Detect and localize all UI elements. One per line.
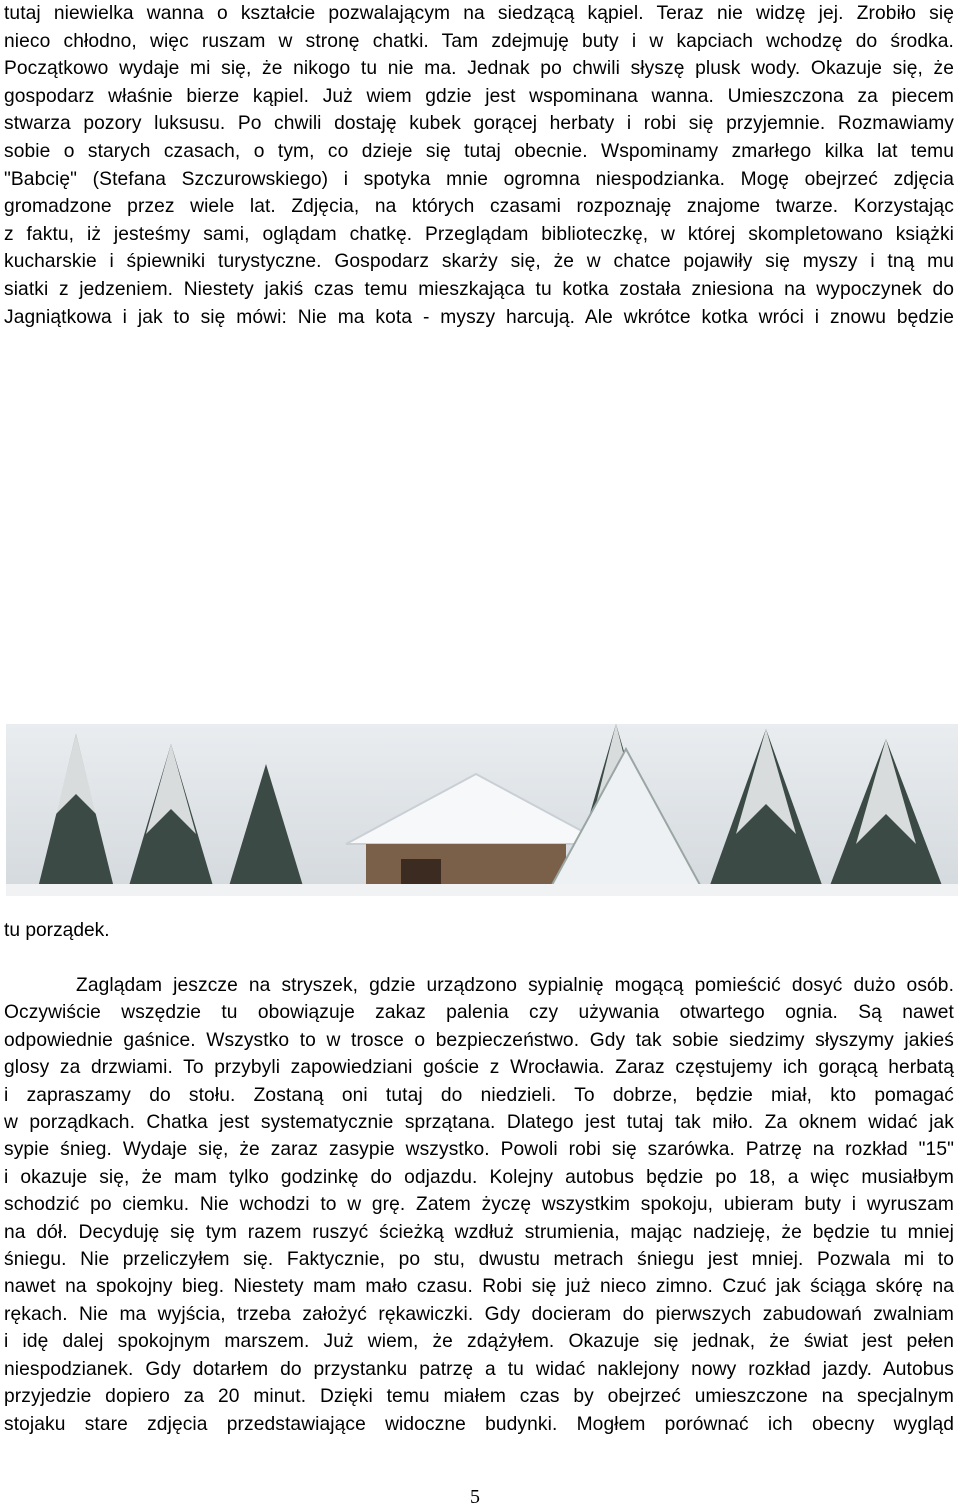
text-line: w porządkach. Chatka jest systematycznie sprzątana. Dlatego jest tutaj tak miło. Za oknem widać jak (4, 1112, 954, 1134)
paragraph-top (4, 0, 954, 331)
text-line: rękach. Nie ma wyjścia, trzeba założyć rękawiczki. Gdy docieram do pierwszych zabudowań zwalniam (4, 1303, 954, 1325)
text-line: niespodzianek. Gdy dotarłem do przystanku patrzę a tu widać naklejony nowy rozkład jazdy. Autobus (4, 1358, 954, 1380)
text-line: schodzić po ciemku. Nie wchodzi to w grę. Zatem życzę wszystkim spokoju, ubieram buty i wyruszam (4, 1194, 954, 1216)
text-line: "Babcię" (Stefana Szczurowskiego) i spotyka mnie ogromna niespodzianka. Mogę obejrzeć zdjęcia (4, 168, 954, 190)
text-line: nawet na spokojny bieg. Niestety mam mało czasu. Robi się już nieco zimno. Czuć jak ściąga skórę na (4, 1276, 954, 1298)
text-line: i zapraszamy do stołu. Zostaną oni tutaj do niedzieli. To dobrze, będzie miał, kto pomagać (4, 1084, 954, 1106)
text-line: tutaj niewielka wanna o kształcie pozwalającym na siedzącą kąpiel. Teraz nie widzę jej. Zrobiło się (4, 3, 954, 24)
text-line: Początkowo wydaje mi się, że nikogo tu nie ma. Jednak po chwili słyszę plusk wody. Okazuje się, że (4, 58, 954, 80)
text-line: kucharskie i śpiewniki turystyczne. Gospodarz skarży się, że w chatce pojawiły się myszy i tną mu (4, 251, 954, 273)
text-line: sobie o starych czasach, o tym, co dzieje się tutaj obecnie. Wspominamy zmarłego kilka lat temu (4, 140, 954, 162)
text-line: odpowiednie gaśnice. Wszystko to w trosce o bezpieczeństwo. Gdy tak sobie siedzimy słyszymy jakieś (4, 1029, 954, 1051)
text-line: śniegu. Nie przeliczyłem się. Faktycznie, po stu, dwustu metrach śniegu jest mniej. Pozwala mi to (4, 1249, 954, 1271)
text-line: stojaku stare zdjęcia przedstawiające widoczne budynki. Mogłem porównać ich obecny wygląd (4, 1413, 954, 1435)
text-line: nieco chłodno, więc ruszam w stronę chatki. Tam zdejmuję buty i w kapciach wchodzę do środka. (4, 30, 954, 52)
text-line: stwarza pozory luksusu. Po chwili dostaję kubek gorącej herbaty i robi się przyjemnie. Rozmawiamy (4, 113, 954, 135)
text-line: i okazuje się, że mam tylko godzinkę do odjazdu. Kolejny autobus będzie po 18, a więc musiałbym (4, 1166, 954, 1188)
text-line: przyjedzie dopiero za 20 minut. Dzięki temu miałem czas by obejrzeć umieszczone na specjalnym (4, 1386, 954, 1408)
text-line: na dół. Decyduję się tym razem ruszyć ścieżką wzdłuż strumienia, mając nadzieję, że będzie tu mniej (4, 1221, 954, 1243)
text-line: Jagniątkowa i jak to się mówi: Nie ma kota - myszy harcują. Ale wkrótce kotka wróci i znowu będzie (4, 306, 954, 328)
text-line: siatki z jedzeniem. Niestety jakiś czas temu mieszkająca tu kotka została zniesiona na wypoczynek do (4, 278, 954, 300)
text-line: Oczywiście wszędzie tu obowiązuje zakaz palenia czy używania otwartego ognia. Są nawet (4, 1002, 954, 1024)
paragraph-continuation: tu porządek. (4, 920, 110, 941)
text-line: sypie śnieg. Wydaje się, że zaraz zasypie wszystko. Powoli robi się szarówka. Patrzę na rozkład "15" (4, 1139, 954, 1161)
text-line: gromadzone przez wiele lat. Zdjęcia, na których czasami rozpoznaję znajome twarze. Korzystając (4, 196, 954, 218)
snowy-cabin-photo (6, 724, 958, 896)
paragraph-bottom (4, 972, 954, 1438)
text-line: z faktu, iż jesteśmy sami, oglądam chatkę. Przeglądam biblioteczkę, w której skompletowano książki (4, 223, 954, 245)
text-line: glosy za drzwiami. To przybyli zapowiedziani goście z Wrocławia. Zaraz częstujemy ich gorącą herbatą (4, 1057, 954, 1079)
text-line: gospodarz właśnie bierze kąpiel. Już wiem gdzie jest wspominana wanna. Umieszczona za piecem (4, 85, 954, 107)
snow-covered-cabin-in-forest-icon (6, 724, 958, 896)
text-line: i idę dalej spokojnym marszem. Już wiem, że zdążyłem. Okazuje się jednak, że świat jest pełen (4, 1331, 954, 1353)
text-line: Zaglądam jeszcze na stryszek, gdzie urządzono sypialnię mogącą pomieścić dosyć dużo osób. (76, 975, 954, 996)
page-number: 5 (470, 1486, 480, 1508)
